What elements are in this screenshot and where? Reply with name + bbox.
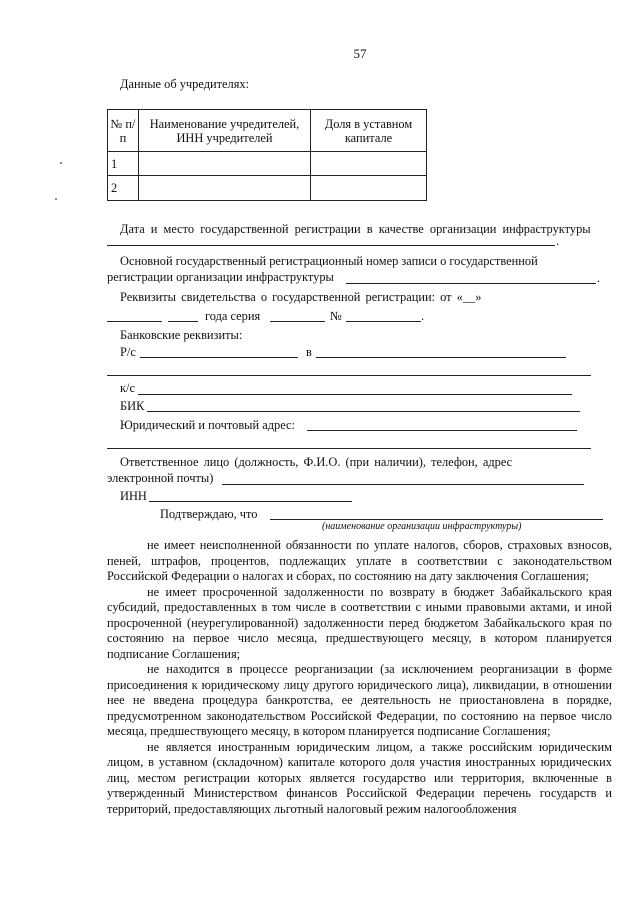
organization-name-field[interactable] xyxy=(270,519,603,520)
certificate-month-field[interactable] xyxy=(107,321,162,322)
paragraph-reorganization: не находится в процессе реорганизации (за исключением реорганизации в форме присоединения к юридическому лицу другого юридического лица), ликвидации, в отношении нее не введена процедура банкротства, ее деятельность не приостановлена в порядке, предусмотренном законодательством Российской Федерации, по состоянию на первое число месяца, предшествующего месяцу, в котором планируется подписание Соглашения; xyxy=(107,662,612,738)
paragraph-foreign-entity: не является иностранным юридическим лицом, а также российским юридическим лицом, в уставном (складочном) капитале которого доля участия иностранных юридических лиц, местом регистрации которых является государство или территория, включенные в утвержденный Министерством финансов Российской Федерации перечень государств и территорий, предоставляющих льготный налоговый режим налогообложения xyxy=(107,739,612,816)
certificate-year-field[interactable] xyxy=(168,321,198,322)
bik-label: БИК xyxy=(120,399,145,413)
bank-name-field-continued[interactable] xyxy=(107,375,591,376)
certificate-series-field[interactable] xyxy=(270,321,325,322)
table-row xyxy=(108,152,427,176)
certificate-number-field[interactable] xyxy=(346,321,421,322)
ogrn-field[interactable] xyxy=(346,283,596,284)
rs-label: Р/с xyxy=(120,345,136,359)
ks-label: к/с xyxy=(120,381,135,395)
ogrn-label-line1: Основной государственный регистрационный номер записи о государственной xyxy=(120,254,538,268)
column-number: № п/п xyxy=(108,110,139,152)
certificate-year-label: года серия xyxy=(205,309,261,323)
confirmation-paragraphs xyxy=(107,538,612,817)
inn-label: ИНН xyxy=(120,489,147,503)
founder-name-cell[interactable] xyxy=(139,176,311,201)
founders-table-header xyxy=(108,110,427,152)
address-label: Юридический и почтовый адрес: xyxy=(120,418,295,432)
bank-label: Банковские реквизиты: xyxy=(120,328,243,342)
certificate-label: Реквизиты свидетельства о государственной регистрации: от «__» xyxy=(120,290,482,304)
scan-mark xyxy=(55,198,57,200)
bik-field[interactable] xyxy=(147,411,580,412)
period: . xyxy=(556,234,560,248)
contact-field[interactable] xyxy=(222,484,584,485)
ogrn-label-line2: регистрации организации инфраструктуры xyxy=(107,270,334,284)
founder-name-cell[interactable] xyxy=(139,152,311,176)
bank-name-field[interactable] xyxy=(316,357,566,358)
row-number: 2 xyxy=(108,176,139,201)
founder-share-cell[interactable] xyxy=(311,176,427,201)
ks-field[interactable] xyxy=(138,394,572,395)
page-number: 57 xyxy=(353,46,367,61)
column-share: Доля в уставном капитале xyxy=(311,110,427,152)
column-name: Наименование учредителей, ИНН учредителей xyxy=(139,110,311,152)
address-field[interactable] xyxy=(307,430,577,431)
organization-name-caption: (наименование организации инфраструктуры) xyxy=(322,521,522,532)
founder-share-cell[interactable] xyxy=(311,152,427,176)
registration-date-place-field[interactable] xyxy=(107,245,555,246)
registration-date-place-label: Дата и место государственной регистрации в качестве организации инфраструктуры xyxy=(120,222,591,236)
table-row xyxy=(108,176,427,201)
period: . xyxy=(421,309,425,323)
contact-label-line2: электронной почты) xyxy=(107,471,214,485)
contact-label-line1: Ответственное лицо (должность, Ф.И.О. (при наличии), телефон, адрес xyxy=(120,455,513,469)
scan-mark xyxy=(60,162,62,164)
founders-table xyxy=(107,109,427,201)
bank-in-label: в xyxy=(306,345,312,359)
address-field-continued[interactable] xyxy=(107,448,591,449)
confirm-label: Подтверждаю, что xyxy=(160,507,258,521)
certificate-number-label: № xyxy=(330,309,342,323)
row-number: 1 xyxy=(108,152,139,176)
rs-field[interactable] xyxy=(140,357,298,358)
paragraph-budget-debt: не имеет просроченной задолженности по возврату в бюджет Забайкальского края субсидий, предоставленных в том числе в соответствии с иными правовыми актами, и иной просроченной (неурегулированной) задолженности перед бюджетом Забайкальского края по состоянию на первое число месяца, предшествующего месяцу, в котором планируется подписание Соглашения; xyxy=(107,584,612,661)
inn-field[interactable] xyxy=(149,501,352,502)
founders-heading: Данные об учредителях: xyxy=(120,77,250,91)
paragraph-taxes: не имеет неисполненной обязанности по уплате налогов, сборов, страховых взносов, пеней, штрафов, процентов, подлежащих уплате в соответствии с законодательством Российской Федерации о налогах и сборах, по состоянию на дату заключения Соглашения; xyxy=(107,538,612,583)
period: . xyxy=(597,271,601,285)
